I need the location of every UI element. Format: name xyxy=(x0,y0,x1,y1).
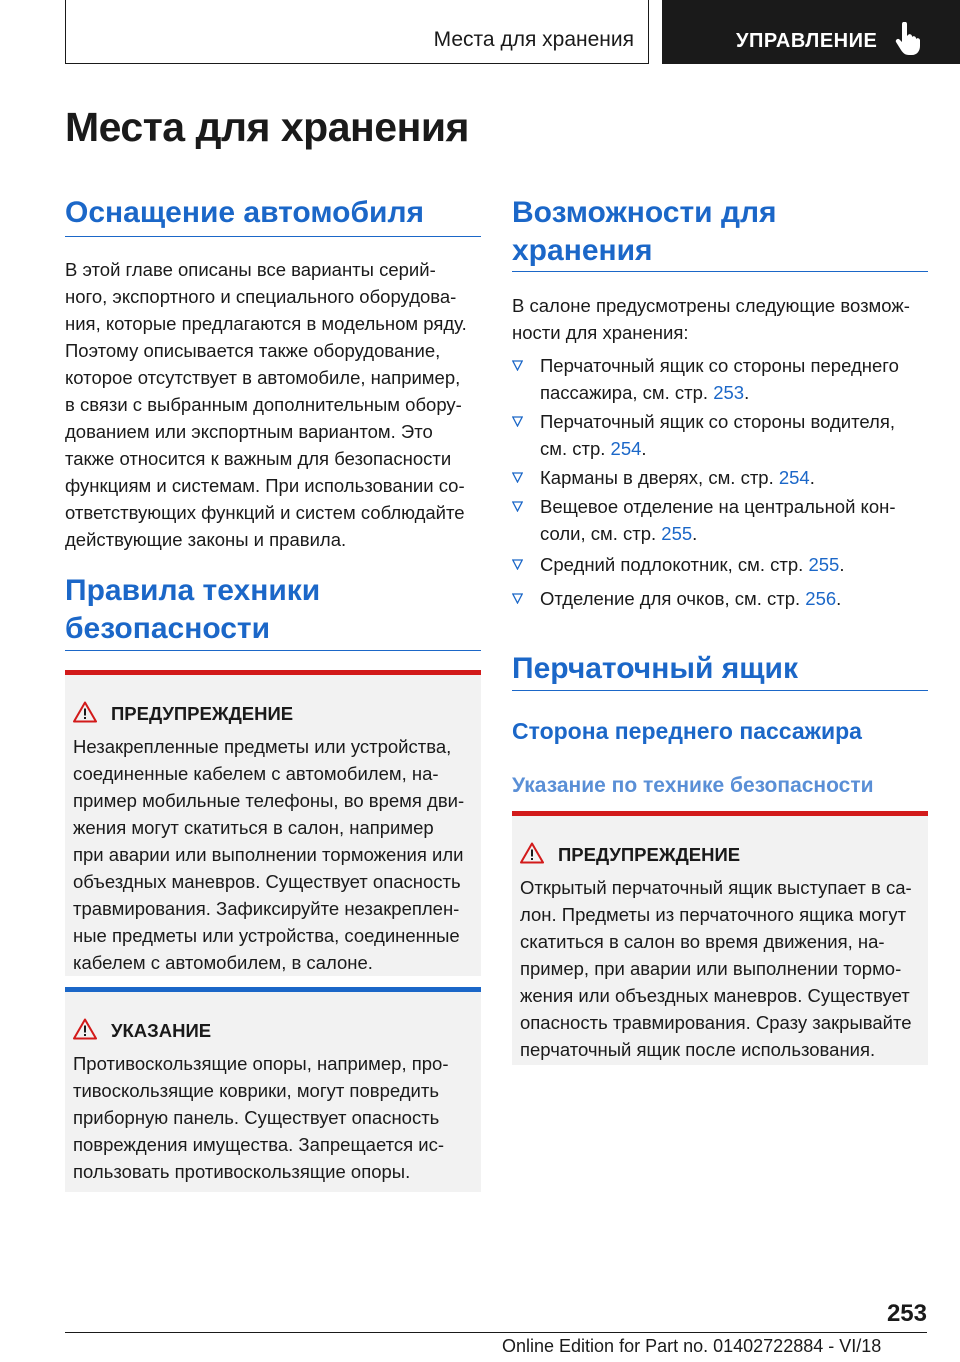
bullet-triangle-icon xyxy=(512,416,523,427)
warning-line: пример, при аварии или выполнении тормо- xyxy=(520,958,902,979)
paragraph-line: ного, экспортного и специального оборудова- xyxy=(65,286,457,307)
warning-line: ные предметы или устройства, соединенные xyxy=(73,925,460,946)
list-item-text: Средний подлокотник, см. стр. xyxy=(540,554,809,575)
list-item-suffix: . xyxy=(641,438,647,459)
footer-rule xyxy=(65,1332,927,1333)
safety-heading-line: Правила техники xyxy=(65,574,321,607)
header-chapter-tab[interactable] xyxy=(662,0,960,64)
warning-text xyxy=(73,733,464,976)
equipment-paragraph xyxy=(65,256,467,553)
header-section-title: Места для хранения xyxy=(433,28,634,51)
notice-line: повреждения имущества. Запрещается ис- xyxy=(73,1134,445,1155)
page-ref-link[interactable]: 255 xyxy=(661,523,693,544)
paragraph-line: действующие законы и правила. xyxy=(65,529,347,550)
notice-line: тивоскользящие коврики, могут повредить xyxy=(73,1080,439,1101)
storage-intro xyxy=(512,292,910,346)
storage-list xyxy=(512,352,928,612)
safety-heading-line: безопасности xyxy=(65,612,271,645)
warning-box xyxy=(65,670,481,976)
bullet-triangle-icon xyxy=(512,472,523,483)
warning-line: жения или объездных маневров. Существует xyxy=(520,985,910,1006)
safety-note-heading: Указание по технике безопасности xyxy=(512,774,874,797)
paragraph-line: в связи с выбранным дополнительным обору- xyxy=(65,394,462,415)
notice-box xyxy=(65,987,481,1192)
header-section-box xyxy=(65,0,649,64)
list-item-text: Карманы в дверях, см. стр. xyxy=(540,467,779,488)
warning-line: при аварии или выполнении торможения или xyxy=(73,844,464,865)
bullet-triangle-icon xyxy=(512,360,523,371)
list-item-suffix: . xyxy=(809,467,815,488)
list-item-text: Отделение для очков, см. стр. xyxy=(540,588,806,609)
notice-line: Противоскользящие опоры, например, про- xyxy=(73,1053,449,1074)
list-item-text: Перчаточный ящик со стороны переднего xyxy=(540,355,899,376)
paragraph-line: ности для хранения: xyxy=(512,322,689,343)
paragraph-line: ния, которые предлагаются в модельном ряду. xyxy=(65,313,467,334)
footer-edition: Online Edition for Part no. 01402722884 - VI/18 xyxy=(502,1336,882,1356)
glovebox-subheading: Сторона переднего пассажира xyxy=(512,718,862,744)
paragraph-line: дованием или экспортным вариантом. Это xyxy=(65,421,433,442)
glovebox-rule xyxy=(512,690,928,691)
warning-line: Незакрепленные предметы или устройства, xyxy=(73,736,452,757)
warning-line: соединенные кабелем с автомобилем, на- xyxy=(73,763,439,784)
warning-line: пример мобильные телефоны, во время дви- xyxy=(73,790,465,811)
notice-line: приборную панель. Существует опасность xyxy=(73,1107,440,1128)
warning-line: кабелем с автомобилем, в салоне. xyxy=(73,952,373,973)
safety-heading xyxy=(65,572,320,648)
storage-heading-line: хранения xyxy=(512,234,653,267)
list-item-text: Вещевое отделение на центральной кон- xyxy=(540,496,896,517)
equipment-rule xyxy=(65,236,481,237)
warning-line: жения могут скатиться в салон, например xyxy=(73,817,434,838)
paragraph-line: ответствующих функций и систем соблюдайте xyxy=(65,502,465,523)
bullet-triangle-icon xyxy=(512,593,523,604)
warning-title: ПРЕДУПРЕЖДЕНИЕ xyxy=(111,703,294,724)
storage-heading-line: Возможности для xyxy=(512,196,777,229)
warning-text xyxy=(520,874,912,1063)
paragraph-line: Поэтому описывается также оборудование, xyxy=(65,340,441,361)
paragraph-line: функциям и системам. При использовании со- xyxy=(65,475,465,496)
warning-line: перчаточный ящик после использования. xyxy=(520,1039,876,1060)
glovebox-heading: Перчаточный ящик xyxy=(512,652,799,685)
paragraph-line: В салоне предусмотрены следующие возмож- xyxy=(512,295,910,316)
page-ref-link[interactable]: 254 xyxy=(778,467,810,488)
page-title: Места для хранения xyxy=(65,104,469,150)
notice-title: УКАЗАНИЕ xyxy=(111,1020,212,1041)
notice-line: пользовать противоскользящие опоры. xyxy=(73,1161,411,1182)
page-ref-link[interactable]: 256 xyxy=(805,588,837,609)
storage-rule xyxy=(512,271,928,272)
page-number: 253 xyxy=(886,1300,927,1327)
storage-heading xyxy=(512,194,777,270)
list-item-suffix: . xyxy=(692,523,698,544)
page-ref-link[interactable]: 255 xyxy=(808,554,840,575)
list-item-text: Перчаточный ящик со стороны водителя, xyxy=(540,411,896,432)
warning-line: опасность травмирования. Сразу закрывайте xyxy=(520,1012,912,1033)
notice-text xyxy=(73,1050,448,1185)
paragraph-line: которое отсутствует в автомобиле, например, xyxy=(65,367,461,388)
warning-line: лон. Предметы из перчаточного ящика могут xyxy=(520,904,907,925)
glovebox-warning-box xyxy=(512,811,928,1065)
page-ref-link[interactable]: 253 xyxy=(713,382,745,403)
paragraph-line: также относится к важным для безопасности xyxy=(65,448,452,469)
warning-triangle-icon xyxy=(73,701,97,723)
list-item-text: см. стр. xyxy=(540,438,611,459)
bullet-triangle-icon xyxy=(512,501,523,512)
paragraph-line: В этой главе описаны все варианты серий- xyxy=(65,259,436,280)
warning-line: объездных маневров. Существует опасность xyxy=(73,871,461,892)
bullet-triangle-icon xyxy=(512,559,523,570)
list-item-suffix: . xyxy=(836,588,842,609)
list-item-text: соли, см. стр. xyxy=(540,523,662,544)
warning-line: Открытый перчаточный ящик выступает в са- xyxy=(520,877,912,898)
list-item-text: пассажира, см. стр. xyxy=(540,382,714,403)
warning-title: ПРЕДУПРЕЖДЕНИЕ xyxy=(558,844,741,865)
warning-line: скатиться в салон во время движения, на- xyxy=(520,931,885,952)
page-ref-link[interactable]: 254 xyxy=(610,438,642,459)
notice-triangle-icon xyxy=(73,1018,97,1040)
list-item-suffix: . xyxy=(744,382,750,403)
warning-line: травмирования. Зафиксируйте незакреплен- xyxy=(73,898,460,919)
equipment-heading: Оснащение автомобиля xyxy=(65,196,425,229)
header-chapter-title: УПРАВЛЕНИЕ xyxy=(736,30,878,52)
list-item-suffix: . xyxy=(839,554,845,575)
safety-rule xyxy=(65,650,481,651)
warning-triangle-icon xyxy=(520,842,544,864)
pointing-hand-icon xyxy=(894,22,922,56)
